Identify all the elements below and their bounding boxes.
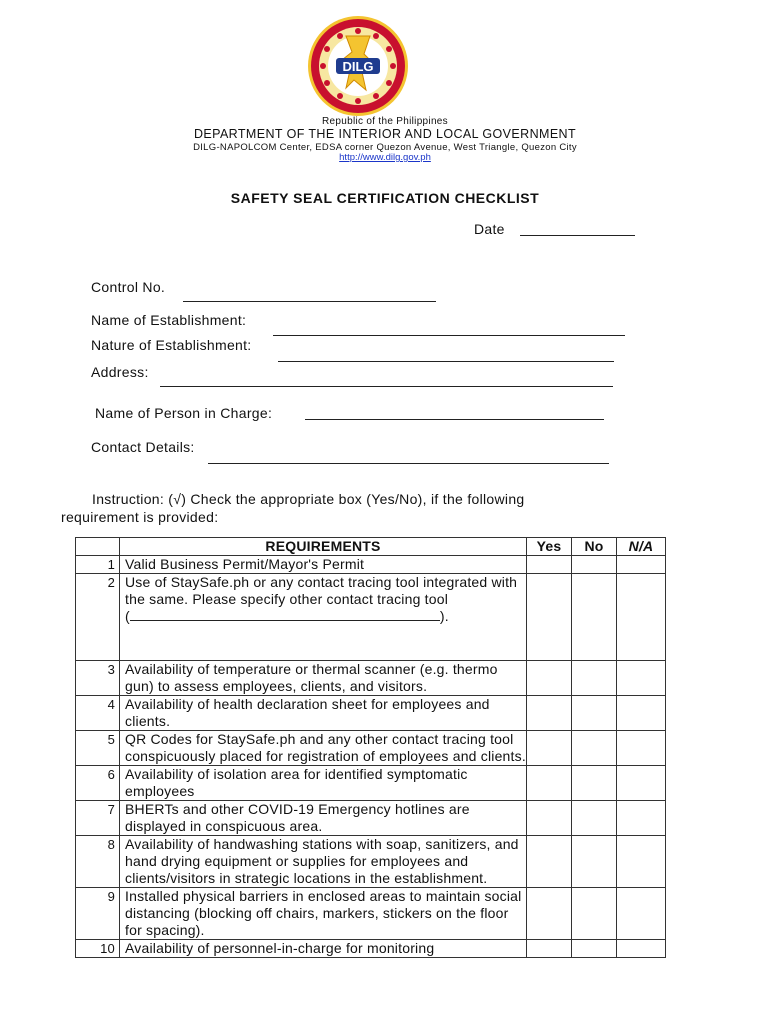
yes-checkbox[interactable] [527,766,572,801]
yes-header: Yes [527,538,572,556]
requirement-text: Availability of handwashing stations with soap, sanitizers, and hand drying equipment or supplies for employees and clients/visitors in strategic locations in the establishment. [120,836,527,888]
row-number: 2 [76,574,120,661]
date-field[interactable] [520,235,635,236]
instruction-text: Instruction: (√) Check the appropriate box (Yes/No), if the following requirement is provided: [61,491,525,525]
specify-close-paren: ). [439,608,449,624]
na-checkbox[interactable] [617,696,666,731]
requirement-text: Valid Business Permit/Mayor's Permit [120,556,527,574]
row-number: 1 [76,556,120,574]
na-checkbox[interactable] [617,801,666,836]
address-label: Address: [91,364,149,380]
requirement-cell [120,574,527,661]
row-number: 3 [76,661,120,696]
requirement-text: Availability of temperature or thermal scanner (e.g. thermo gun) to assess employees, clients, and visitors. [120,661,527,696]
person-in-charge-field[interactable] [305,419,604,420]
na-checkbox[interactable] [617,556,666,574]
nature-field[interactable] [278,361,614,362]
table-row [76,661,666,696]
requirements-header: REQUIREMENTS [120,538,527,556]
table-row [76,836,666,888]
table-row [76,556,666,574]
table-row [76,766,666,801]
dilg-seal-logo [306,14,410,118]
website-link[interactable]: http://www.dilg.gov.ph [339,152,431,163]
no-header: No [572,538,617,556]
requirement-text: Availability of personnel-in-charge for monitoring [120,940,527,958]
table-row [76,731,666,766]
establishment-label: Name of Establishment: [91,312,247,328]
row-number: 6 [76,766,120,801]
no-checkbox[interactable] [572,940,617,958]
table-row [76,888,666,940]
na-header: N/A [617,538,666,556]
control-no-field[interactable] [183,301,436,302]
table-row [76,940,666,958]
no-checkbox[interactable] [572,731,617,766]
yes-checkbox[interactable] [527,574,572,661]
no-checkbox[interactable] [572,574,617,661]
address-field[interactable] [160,386,613,387]
no-checkbox[interactable] [572,836,617,888]
establishment-field[interactable] [273,335,625,336]
row-number: 4 [76,696,120,731]
specify-tool-field[interactable] [130,608,440,621]
specify-open-paren: ( [125,608,130,624]
na-checkbox[interactable] [617,836,666,888]
table-header-row [76,538,666,556]
no-checkbox[interactable] [572,661,617,696]
row-number: 7 [76,801,120,836]
table-row [76,801,666,836]
nature-label: Nature of Establishment: [91,337,252,353]
no-checkbox[interactable] [572,888,617,940]
table-row [76,574,666,661]
no-checkbox[interactable] [572,801,617,836]
na-checkbox[interactable] [617,940,666,958]
na-checkbox[interactable] [617,574,666,661]
table-row [76,696,666,731]
yes-checkbox[interactable] [527,801,572,836]
na-checkbox[interactable] [617,766,666,801]
requirement-text: BHERTs and other COVID-19 Emergency hotlines are displayed in conspicuous area. [120,801,527,836]
requirement-text: QR Codes for StaySafe.ph and any other contact tracing tool conspicuously placed for registration of employees and clients. [120,731,527,766]
yes-checkbox[interactable] [527,888,572,940]
num-header [76,538,120,556]
yes-checkbox[interactable] [527,696,572,731]
na-checkbox[interactable] [617,731,666,766]
no-checkbox[interactable] [572,556,617,574]
control-no-label: Control No. [91,279,166,295]
date-label: Date [474,221,505,237]
row-number: 10 [76,940,120,958]
contact-details-field[interactable] [208,463,609,464]
republic-text: Republic of the Philippines [322,116,448,127]
row-number: 5 [76,731,120,766]
yes-checkbox[interactable] [527,731,572,766]
logo-text: DILG [342,59,374,74]
department-address: DILG-NAPOLCOM Center, EDSA corner Quezon Avenue, West Triangle, Quezon City [193,142,577,153]
no-checkbox[interactable] [572,696,617,731]
yes-checkbox[interactable] [527,556,572,574]
page-title: SAFETY SEAL CERTIFICATION CHECKLIST [230,190,540,206]
requirement-text: Installed physical barriers in enclosed areas to maintain social distancing (blocking off chairs, markers, stickers on the floor for spacing). [120,888,527,940]
yes-checkbox[interactable] [527,836,572,888]
department-name: DEPARTMENT OF THE INTERIOR AND LOCAL GOVERNMENT [193,127,577,141]
person-in-charge-label: Name of Person in Charge: [95,405,273,421]
na-checkbox[interactable] [617,888,666,940]
row-number: 9 [76,888,120,940]
contact-details-label: Contact Details: [91,439,195,455]
requirement-text: Use of StaySafe.ph or any contact tracing tool integrated with the same. Please specify other contact tracing tool [125,574,518,607]
no-checkbox[interactable] [572,766,617,801]
yes-checkbox[interactable] [527,661,572,696]
requirement-text: Availability of isolation area for identified symptomatic employees [120,766,527,801]
row-number: 8 [76,836,120,888]
yes-checkbox[interactable] [527,940,572,958]
requirement-text: Availability of health declaration sheet for employees and clients. [120,696,527,731]
na-checkbox[interactable] [617,661,666,696]
requirements-table [75,537,666,958]
